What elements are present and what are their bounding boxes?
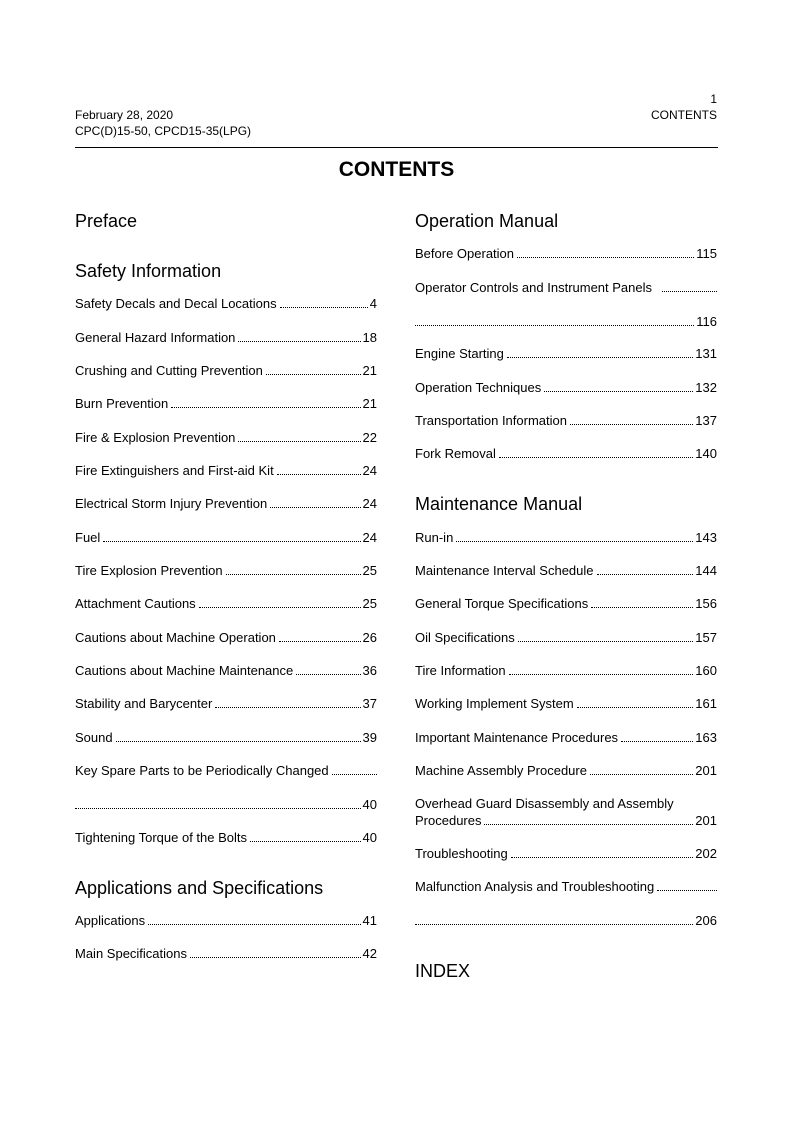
toc-entry-label: Operator Controls and Instrument Panels <box>415 280 653 295</box>
dot-leader <box>590 774 693 775</box>
dot-leader <box>499 457 693 458</box>
section-heading-index[interactable]: INDEX <box>415 961 471 981</box>
toc-entry-page: 140 <box>695 446 717 461</box>
toc-entry[interactable] <box>415 245 717 262</box>
toc-entry[interactable] <box>415 662 717 679</box>
toc-entry-page: 26 <box>362 630 377 645</box>
toc-entry-page: 39 <box>362 730 377 745</box>
toc-entry[interactable] <box>415 595 717 612</box>
toc-entry-label: Tire Explosion Prevention <box>75 563 223 578</box>
dot-leader <box>507 357 693 358</box>
toc-entry-page: 25 <box>362 563 377 578</box>
toc-entry[interactable] <box>75 829 377 846</box>
toc-entry-page: 157 <box>695 630 717 645</box>
dot-leader <box>148 924 360 925</box>
header-rule <box>75 147 718 148</box>
toc-entry-label: Crushing and Cutting Prevention <box>75 363 263 378</box>
dot-leader <box>296 674 360 675</box>
toc-entry-label: Key Spare Parts to be Periodically Changed <box>75 763 329 778</box>
section-heading-applications[interactable]: Applications and Specifications <box>75 878 324 898</box>
section-heading-safety[interactable]: Safety Information <box>75 261 222 281</box>
toc-entry-page: 156 <box>695 596 717 611</box>
toc-entry-page: 144 <box>695 563 717 578</box>
toc-entry-page: 116 <box>696 314 717 329</box>
toc-entry-label: General Torque Specifications <box>415 596 589 611</box>
toc-entry-label: Sound <box>75 730 113 745</box>
toc-entry[interactable] <box>75 595 377 612</box>
toc-entry-label: Important Maintenance Procedures <box>415 730 619 745</box>
toc-entry-page: 143 <box>695 530 717 545</box>
dot-leader <box>238 341 360 342</box>
toc-entry[interactable] <box>415 729 717 746</box>
toc-entry[interactable] <box>415 695 717 712</box>
toc-entry-label: General Hazard Information <box>75 330 236 345</box>
toc-entry[interactable] <box>75 495 377 512</box>
toc-entry-page: 21 <box>362 396 377 411</box>
toc-entry-page: 42 <box>362 946 377 961</box>
toc-entry[interactable] <box>415 379 717 396</box>
dot-leader <box>75 808 361 809</box>
toc-entry[interactable] <box>415 529 717 546</box>
toc-entry[interactable] <box>75 462 377 479</box>
toc-entry-label: Oil Specifications <box>415 630 515 645</box>
header-section: CONTENTS <box>651 108 717 122</box>
dot-leader <box>199 607 361 608</box>
toc-entry-page: 160 <box>695 663 717 678</box>
toc-entry-page: 18 <box>362 330 377 345</box>
toc-entry[interactable] <box>415 629 717 646</box>
toc-entry-label: Operation Techniques <box>415 380 542 395</box>
toc-entry[interactable] <box>415 445 717 462</box>
toc-entry-label: Cautions about Machine Maintenance <box>75 663 294 678</box>
section-heading-preface[interactable]: Preface <box>75 211 138 231</box>
dot-leader <box>577 707 694 708</box>
toc-entry-label: Run-in <box>415 530 454 545</box>
toc-entry[interactable] <box>75 562 377 579</box>
toc-entry-label: Transportation Information <box>415 413 567 428</box>
toc-entry[interactable] <box>75 629 377 646</box>
dot-leader <box>415 325 694 326</box>
toc-entry[interactable] <box>75 529 377 546</box>
dot-leader <box>415 924 693 925</box>
dot-leader <box>591 607 693 608</box>
dot-leader <box>266 374 361 375</box>
toc-entry-label: Burn Prevention <box>75 396 169 411</box>
toc-entry-page: 202 <box>695 846 717 861</box>
toc-entry-label-continued: Procedures <box>415 813 482 828</box>
toc-entry[interactable] <box>75 695 377 712</box>
toc-entry[interactable] <box>75 295 377 312</box>
toc-entry[interactable] <box>415 279 717 330</box>
dot-leader <box>190 957 361 958</box>
toc-entry-page: 132 <box>695 380 717 395</box>
dot-leader <box>270 507 360 508</box>
dot-leader <box>280 307 368 308</box>
toc-entry-page: 21 <box>362 363 377 378</box>
dot-leader <box>279 641 361 642</box>
toc-entry-label: Tire Information <box>415 663 506 678</box>
toc-entry-page: 24 <box>362 496 377 511</box>
toc-entry-page: 201 <box>695 813 717 828</box>
header-model: CPC(D)15-50, CPCD15-35(LPG) <box>75 124 252 138</box>
toc-entry-label: Maintenance Interval Schedule <box>415 563 594 578</box>
toc-entry-label: Machine Assembly Procedure <box>415 763 587 778</box>
dot-leader <box>597 574 694 575</box>
toc-entry[interactable] <box>415 795 717 829</box>
toc-entry-page: 137 <box>695 413 717 428</box>
toc-entry[interactable] <box>415 345 717 362</box>
dot-leader <box>215 707 360 708</box>
toc-entry[interactable] <box>415 878 717 929</box>
toc-entry-page: 40 <box>362 830 377 845</box>
toc-entry-page: 25 <box>362 596 377 611</box>
toc-entry-label: Malfunction Analysis and Troubleshooting <box>415 879 655 894</box>
toc-entry[interactable] <box>75 729 377 746</box>
toc-entry-label: Overhead Guard Disassembly and Assembly <box>415 796 674 811</box>
toc-entry-label: Fork Removal <box>415 446 496 461</box>
toc-entry-page: 206 <box>695 913 717 928</box>
dot-leader <box>332 774 377 775</box>
toc-entry-label: Main Specifications <box>75 946 187 961</box>
dot-leader <box>116 741 361 742</box>
toc-entry-page: 115 <box>696 246 717 261</box>
dot-leader <box>103 541 360 542</box>
toc-entry[interactable] <box>415 412 717 429</box>
header-date: February 28, 2020 <box>75 108 174 122</box>
toc-entry[interactable] <box>75 395 377 412</box>
toc-entry[interactable] <box>75 429 377 446</box>
toc-entry[interactable] <box>75 329 377 346</box>
dot-leader <box>657 890 717 891</box>
toc-entry-label: Tightening Torque of the Bolts <box>75 830 248 845</box>
dot-leader <box>238 441 360 442</box>
toc-entry[interactable] <box>75 945 377 962</box>
toc-entry-page: 4 <box>369 296 377 311</box>
dot-leader <box>171 407 360 408</box>
toc-entry-page: 41 <box>362 913 377 928</box>
dot-leader <box>621 741 693 742</box>
toc-entry-label: Fire Extinguishers and First-aid Kit <box>75 463 274 478</box>
dot-leader <box>484 824 693 825</box>
dot-leader <box>511 857 694 858</box>
dot-leader <box>277 474 361 475</box>
toc-entry[interactable] <box>415 762 717 779</box>
section-heading-maintenance[interactable]: Maintenance Manual <box>415 494 583 514</box>
dot-leader <box>509 674 694 675</box>
toc-entry-label: Stability and Barycenter <box>75 696 213 711</box>
toc-entry-label: Attachment Cautions <box>75 596 196 611</box>
dot-leader <box>456 541 693 542</box>
toc-entry-page: 36 <box>362 663 377 678</box>
toc-entry-label: Troubleshooting <box>415 846 508 861</box>
toc-entry-label: Cautions about Machine Operation <box>75 630 276 645</box>
toc-entry[interactable] <box>75 362 377 379</box>
toc-entry-page: 201 <box>695 763 717 778</box>
toc-entry-page: 161 <box>695 696 717 711</box>
dot-leader <box>226 574 361 575</box>
toc-entry[interactable] <box>75 912 377 929</box>
toc-entry-label: Fuel <box>75 530 101 545</box>
header-left <box>75 107 251 139</box>
toc-entry-page: 24 <box>362 463 377 478</box>
toc-entry[interactable] <box>75 762 377 813</box>
toc-entry-label: Fire & Explosion Prevention <box>75 430 236 445</box>
header-right <box>651 91 717 123</box>
toc-entry-label: Engine Starting <box>415 346 504 361</box>
toc-entry-page: 37 <box>362 696 377 711</box>
page-title: CONTENTS <box>338 158 455 181</box>
section-heading-operation[interactable]: Operation Manual <box>415 211 559 231</box>
toc-entry-label: Electrical Storm Injury Prevention <box>75 496 268 511</box>
toc-entry-page: 40 <box>362 797 377 812</box>
toc-entry[interactable] <box>415 845 717 862</box>
dot-leader <box>518 641 694 642</box>
toc-entry[interactable] <box>415 562 717 579</box>
toc-entry[interactable] <box>75 662 377 679</box>
dot-leader <box>570 424 693 425</box>
dot-leader <box>250 841 361 842</box>
toc-entry-label: Before Operation <box>415 246 515 261</box>
toc-entry-label: Applications <box>75 913 146 928</box>
toc-entry-page: 163 <box>695 730 717 745</box>
toc-entry-label: Working Implement System <box>415 696 574 711</box>
dot-leader <box>517 257 694 258</box>
page-number: 1 <box>710 92 717 106</box>
dot-leader <box>662 291 717 292</box>
toc-entry-label: Safety Decals and Decal Locations <box>75 296 277 311</box>
dot-leader <box>544 391 693 392</box>
toc-entry-page: 24 <box>362 530 377 545</box>
toc-entry-page: 131 <box>695 346 717 361</box>
toc-entry-page: 22 <box>362 430 377 445</box>
